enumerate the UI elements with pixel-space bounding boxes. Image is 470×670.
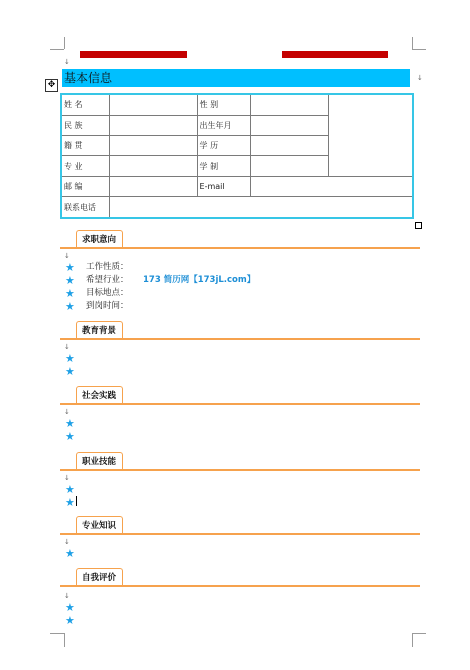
paragraph-mark: ↓: [64, 474, 70, 482]
table-row: [61, 94, 413, 115]
section-divider: [60, 247, 420, 249]
education-level-value[interactable]: [251, 136, 329, 156]
paragraph-mark: ↓: [64, 538, 70, 546]
star-bullet-icon: ★: [65, 547, 75, 560]
major-value[interactable]: [109, 156, 197, 176]
birth-date-label: 出生年月: [197, 115, 251, 135]
star-bullet-icon: ★: [65, 417, 75, 430]
section-divider: [60, 585, 420, 587]
section-title-professional-knowledge: 专业知识: [76, 516, 123, 535]
section-title-basic-info: 基本信息: [64, 71, 113, 85]
section-title-self-evaluation: 自我评价: [76, 568, 123, 587]
section-divider: [60, 469, 420, 471]
section-divider: [60, 403, 420, 405]
ethnicity-label: 民 族: [61, 115, 109, 135]
watermark-text: 173 简历网【173jL.com】: [143, 275, 256, 285]
section-title-job-intent: 求职意向: [76, 230, 123, 249]
postcode-value[interactable]: [109, 176, 197, 196]
section-skills: [60, 451, 420, 471]
section-title-education: 教育背景: [76, 321, 123, 340]
paragraph-mark: ↓: [64, 252, 70, 260]
crop-mark-top-left: [64, 37, 65, 49]
crop-mark-top-right: [412, 37, 413, 49]
email-label: E-mail: [197, 176, 251, 196]
star-bullet-icon: ★: [65, 430, 75, 443]
crop-mark-bottom-right: [412, 633, 413, 647]
section-divider: [60, 338, 420, 340]
star-bullet-icon: ★: [65, 601, 75, 614]
section-job-intent: [60, 229, 420, 249]
crop-mark-top-right: [412, 49, 426, 50]
hometown-label: 籍 贯: [61, 136, 109, 156]
phone-label: 联系电话: [61, 197, 109, 218]
section-title-skills: 职业技能: [76, 452, 123, 471]
star-bullet-icon: ★: [65, 483, 75, 496]
hometown-value[interactable]: [109, 136, 197, 156]
star-bullet-icon: ★: [65, 300, 75, 313]
gender-value[interactable]: [251, 94, 329, 115]
table-row: [61, 176, 413, 196]
study-length-value[interactable]: [251, 156, 329, 176]
study-length-label: 学 制: [197, 156, 251, 176]
gender-label: 性 别: [197, 94, 251, 115]
basic-info-table: [60, 93, 414, 219]
major-label: 专 业: [61, 156, 109, 176]
target-location-label: 目标地点：: [86, 288, 129, 298]
table-resize-handle[interactable]: [415, 222, 422, 229]
title-bar: [62, 69, 410, 87]
star-bullet-icon: ★: [65, 274, 75, 287]
star-bullet-icon: ★: [65, 365, 75, 378]
name-value[interactable]: [109, 94, 197, 115]
education-level-label: 学 历: [197, 136, 251, 156]
table-move-handle-icon[interactable]: ✥: [45, 79, 58, 92]
section-education: [60, 320, 420, 340]
header-bar-left: [80, 51, 187, 58]
postcode-label: 邮 编: [61, 176, 109, 196]
crop-mark-bottom-right: [412, 633, 426, 634]
paragraph-mark: ↓: [64, 592, 70, 600]
section-self-evaluation: [60, 567, 420, 587]
star-bullet-icon: ★: [65, 287, 75, 300]
text-cursor: [76, 496, 77, 506]
table-row: [61, 197, 413, 218]
desired-industry-label: 希望行业：: [86, 275, 129, 285]
section-social-practice: [60, 385, 420, 405]
paragraph-mark: ↓: [64, 58, 70, 66]
star-bullet-icon: ★: [65, 614, 75, 627]
work-type-label: 工作性质：: [86, 262, 129, 272]
section-divider: [60, 533, 420, 535]
start-date-label: 到岗时间：: [86, 301, 129, 311]
name-label: 姓 名: [61, 94, 109, 115]
section-title-social-practice: 社会实践: [76, 386, 123, 405]
birth-date-value[interactable]: [251, 115, 329, 135]
paragraph-mark: ↓: [417, 74, 423, 82]
star-bullet-icon: ★: [65, 352, 75, 365]
paragraph-mark: ↓: [64, 408, 70, 416]
paragraph-mark: ↓: [64, 343, 70, 351]
ethnicity-value[interactable]: [109, 115, 197, 135]
phone-value[interactable]: [109, 197, 413, 218]
header-bar-right: [282, 51, 388, 58]
crop-mark-bottom-left: [50, 633, 64, 634]
photo-cell[interactable]: [329, 94, 414, 176]
crop-mark-top-left: [50, 49, 64, 50]
section-professional-knowledge: [60, 515, 420, 535]
email-value[interactable]: [251, 176, 413, 196]
star-bullet-icon: ★: [65, 496, 75, 509]
crop-mark-bottom-left: [64, 633, 65, 647]
star-bullet-icon: ★: [65, 261, 75, 274]
